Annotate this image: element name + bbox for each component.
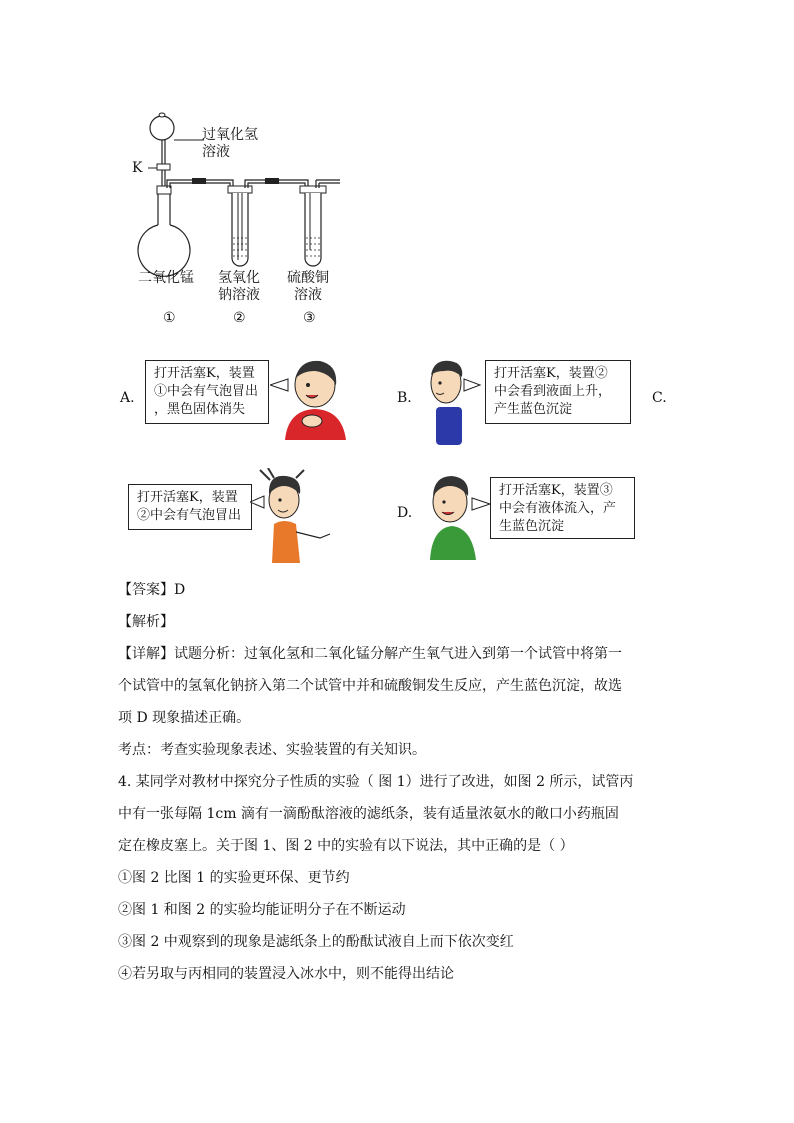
option-b-bubble bbox=[485, 360, 631, 424]
q4-statement-3: ③图 2 中观察到的现象是滤纸条上的酚酞试液自上而下依次变红 bbox=[118, 934, 514, 950]
option-a-line1: 打开活塞K，装置 bbox=[154, 366, 255, 381]
option-d-line2: 中会有液体流入，产 bbox=[499, 501, 617, 516]
option-c-line2: ②中会有气泡冒出 bbox=[137, 508, 242, 523]
tube2-label-line1: 氢氧化 bbox=[218, 270, 260, 286]
option-c-bubble bbox=[128, 484, 252, 530]
option-a-bubble bbox=[145, 360, 269, 424]
detail-line-3: 项 D 现象描述正确。 bbox=[118, 710, 251, 726]
option-b-line3: 产生蓝色沉淀 bbox=[494, 402, 573, 417]
option-a-line3: ，黑色固体消失 bbox=[154, 402, 246, 417]
analysis-label: 【解析】 bbox=[118, 614, 174, 630]
answer-label: 【答案】 bbox=[118, 582, 174, 598]
funnel-label bbox=[202, 127, 258, 161]
tube3-label bbox=[287, 270, 329, 304]
tube2-label-line2: 钠溶液 bbox=[218, 287, 260, 303]
answer-value: D bbox=[174, 582, 186, 598]
option-d-line1: 打开活塞K，装置③ bbox=[499, 483, 613, 498]
q4-line-3: 定在橡皮塞上。关于图 1、图 2 中的实验有以下说法，其中正确的是（ ） bbox=[118, 838, 574, 854]
girl-c-figure bbox=[250, 468, 340, 563]
apparatus-number-3: ③ bbox=[303, 310, 316, 326]
boy-a-figure bbox=[270, 355, 350, 440]
apparatus-number-1: ① bbox=[163, 310, 176, 326]
option-d-line3: 生蓝色沉淀 bbox=[499, 519, 565, 534]
q4-line-2: 中有一张每隔 1cm 滴有一滴酚酞溶液的滤纸条，装有适量浓氨水的敞口小药瓶固 bbox=[118, 806, 619, 822]
detail-line-2: 个试管中的氢氧化钠挤入第二个试管中并和硫酸铜发生反应，产生蓝色沉淀，故选 bbox=[118, 678, 622, 694]
option-a-letter[interactable]: A. bbox=[120, 390, 135, 406]
funnel-label-line2: 溶液 bbox=[202, 144, 230, 160]
funnel-label-line1: 过氧化氢 bbox=[202, 127, 258, 143]
man-b-figure bbox=[420, 355, 490, 445]
boy-d-figure bbox=[420, 470, 495, 560]
answer-line bbox=[118, 581, 185, 599]
flask-label: 二氧化锰 bbox=[138, 270, 194, 286]
option-b-line2: 中会看到液面上升， bbox=[494, 384, 612, 399]
q4-statement-1: ①图 2 比图 1 的实验更环保、更节约 bbox=[118, 870, 350, 886]
q4-line-1: 4. 某同学对教材中探究分子性质的实验（ 图 1）进行了改进，如图 2 所示，试管丙 bbox=[118, 774, 634, 790]
q4-statement-2: ②图 1 和图 2 的实验均能证明分子在不断运动 bbox=[118, 902, 406, 918]
detail-text-1: 试题分析：过氧化氢和二氧化锰分解产生氧气进入到第一个试管中将第一 bbox=[174, 646, 622, 662]
option-c-line1: 打开活塞K，装置 bbox=[137, 490, 238, 505]
detail-line-1 bbox=[118, 645, 622, 663]
option-d-bubble bbox=[490, 477, 635, 539]
q4-statement-4: ④若另取与丙相同的装置浸入冰水中，则不能得出结论 bbox=[118, 966, 454, 982]
option-b-line1: 打开活塞K，装置② bbox=[494, 366, 608, 381]
option-b-letter[interactable]: B. bbox=[397, 390, 412, 406]
tube3-label-line1: 硫酸铜 bbox=[287, 270, 329, 286]
valve-label: K bbox=[132, 160, 143, 176]
option-a-line2: ①中会有气泡冒出 bbox=[154, 384, 259, 399]
apparatus-number-2: ② bbox=[233, 310, 246, 326]
tube2-label bbox=[218, 270, 260, 304]
option-c-letter[interactable]: C. bbox=[652, 390, 667, 406]
tube3-label-line2: 溶液 bbox=[294, 287, 322, 303]
option-d-letter[interactable]: D. bbox=[397, 505, 413, 521]
detail-label: 【详解】 bbox=[118, 646, 174, 662]
kaodian-line: 考点：考查实验现象表述、实验装置的有关知识。 bbox=[118, 742, 426, 758]
